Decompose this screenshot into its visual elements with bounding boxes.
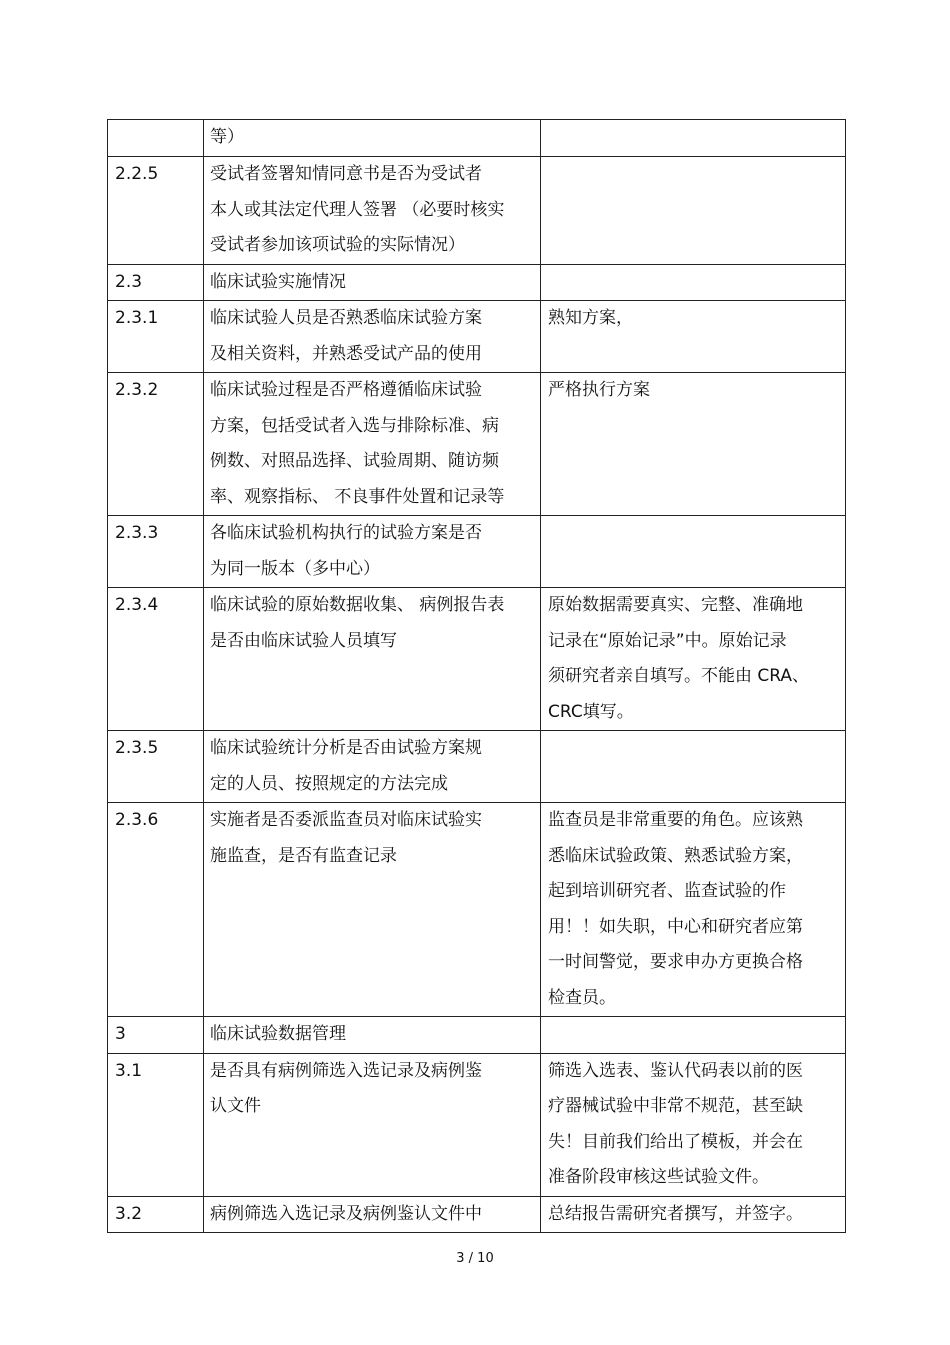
remark (541, 731, 846, 803)
row-number: 2.3.6 (108, 803, 204, 1017)
check-item: 实施者是否委派监查员对临床试验实 施监查，是否有监查记录 (204, 803, 541, 1017)
table-row (108, 157, 846, 265)
table-row (108, 264, 846, 301)
table-row (108, 120, 846, 157)
remark: 监查员是非常重要的角色。应该熟 悉临床试验政策、熟悉试验方案， 起到培训研究者、监查试验的作 用！！如失职，中心和研究者应第 一时间警觉，要求申办方更换合格 检查员。 (541, 803, 846, 1017)
check-item: 临床试验过程是否严格遵循临床试验 方案，包括受试者入选与排除标准、病 例数、对照品选择、试验周期、随访频 率、观察指标、 不良事件处置和记录等 (204, 373, 541, 516)
inspection-table (107, 119, 846, 1233)
table-row (108, 1017, 846, 1054)
check-item: 各临床试验机构执行的试验方案是否 为同一版本（多中心） (204, 516, 541, 588)
remark: 严格执行方案 (541, 373, 846, 516)
row-number: 2.3.5 (108, 731, 204, 803)
remark (541, 516, 846, 588)
remark: 原始数据需要真实、完整、准确地 记录在“原始记录”中。原始记录 须研究者亲自填写。不能由 CRA、 CRC填写。 (541, 588, 846, 731)
table-row (108, 588, 846, 731)
remark (541, 1017, 846, 1054)
row-number: 3.2 (108, 1196, 204, 1233)
section-title: 临床试验数据管理 (204, 1017, 541, 1054)
row-number (108, 120, 204, 157)
remark (541, 264, 846, 301)
section-number: 2.3 (108, 264, 204, 301)
table-row (108, 803, 846, 1017)
check-item: 临床试验统计分析是否由试验方案规 定的人员、按照规定的方法完成 (204, 731, 541, 803)
check-item: 等） (204, 120, 541, 157)
section-number: 3 (108, 1017, 204, 1054)
row-number: 3.1 (108, 1053, 204, 1196)
table-row (108, 731, 846, 803)
table-row (108, 516, 846, 588)
remark (541, 120, 846, 157)
page-number: 3 / 10 (456, 1251, 494, 1266)
row-number: 2.2.5 (108, 157, 204, 265)
section-title: 临床试验实施情况 (204, 264, 541, 301)
row-number: 2.3.3 (108, 516, 204, 588)
row-number: 2.3.4 (108, 588, 204, 731)
check-item: 受试者签署知情同意书是否为受试者 本人或其法定代理人签署 （必要时核实 受试者参加该项试验的实际情况） (204, 157, 541, 265)
row-number: 2.3.2 (108, 373, 204, 516)
table-row (108, 1053, 846, 1196)
check-item: 临床试验人员是否熟悉临床试验方案 及相关资料，并熟悉受试产品的使用 (204, 301, 541, 373)
table-row (108, 373, 846, 516)
check-item: 临床试验的原始数据收集、 病例报告表 是否由临床试验人员填写 (204, 588, 541, 731)
row-number: 2.3.1 (108, 301, 204, 373)
remark (541, 157, 846, 265)
table-row (108, 1196, 846, 1233)
remark: 熟知方案， (541, 301, 846, 373)
check-item: 是否具有病例筛选入选记录及病例鉴 认文件 (204, 1053, 541, 1196)
remark: 筛选入选表、鉴认代码表以前的医 疗器械试验中非常不规范，甚至缺 失！目前我们给出了模板，并会在 准备阶段审核这些试验文件。 (541, 1053, 846, 1196)
table-row (108, 301, 846, 373)
check-item: 病例筛选入选记录及病例鉴认文件中 (204, 1196, 541, 1233)
remark: 总结报告需研究者撰写，并签字。 (541, 1196, 846, 1233)
